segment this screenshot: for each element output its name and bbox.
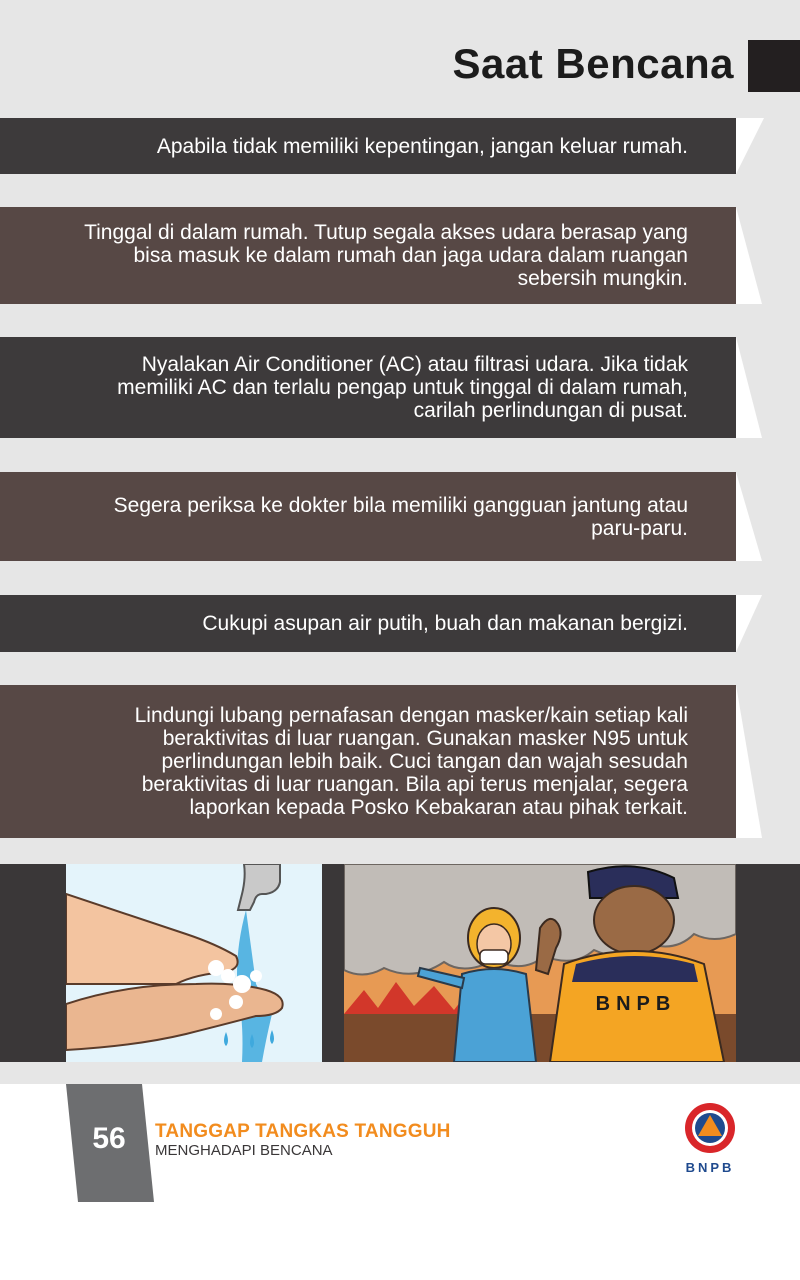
page-number: 56: [92, 1122, 126, 1155]
tip-text-3: Nyalakan Air Conditioner (AC) atau filtrasi udara. Jika tidak memiliki AC dan terlalu pengap untuk tinggal di dalam rumah, carilah perlindungan di pusat.: [117, 353, 688, 422]
tip-bar-3: [0, 337, 736, 438]
tip-text-4: Segera periksa ke dokter bila memiliki gangguan jantung atau paru-paru.: [113, 493, 688, 540]
tip-text-2: Tinggal di dalam rumah. Tutup segala akses udara berasap yang bisa masuk ke dalam rumah dan jaga udara dalam ruangan sebersih mungkin.: [84, 221, 688, 290]
tip-bar-6: [0, 685, 736, 838]
tip-bar-2-tail: [736, 207, 764, 304]
tip-bar-6-tail: [736, 685, 764, 838]
tip-bar-4-tail: [736, 472, 764, 561]
tip-bar-3-tail: [736, 337, 764, 438]
tip-text-6: Lindungi lubang pernafasan dengan masker/kain setiap kali beraktivitas di luar ruangan. Gunakan masker N95 untuk perlindungan lebih baik. Cuci tangan dan wajah sesudah beraktivitas di luar ruangan. Bila api terus menjalar, segera laporkan kepada Posko Kebakaran atau pihak terkait.: [134, 704, 688, 819]
vest-label: BNPB: [595, 993, 677, 1015]
tip-bar-5-tail: [736, 595, 764, 652]
tip-bar-4: [0, 472, 736, 561]
tip-bar-5: [0, 595, 736, 652]
tip-text-5: Cukupi asupan air putih, buah dan makanan bergizi.: [202, 612, 688, 635]
footer-brand-subtitle: MENGHADAPI BENCANA: [155, 1142, 333, 1159]
tip-text-1: Apabila tidak memiliki kepentingan, jangan keluar rumah.: [156, 134, 688, 158]
bnpb-logo-text: BNPB: [685, 1160, 735, 1175]
forest-fire-illustration: [344, 864, 736, 1062]
footer-brand-title: TANGGAP TANGKAS TANGGUH: [155, 1121, 451, 1142]
tip-bar-1: [0, 118, 736, 174]
bnpb-logo-icon: [684, 1102, 736, 1154]
page-title: Saat Bencana: [452, 40, 734, 87]
tip-bar-1-tail: [736, 118, 764, 174]
tip-bar-2: [0, 207, 736, 304]
title-accent-block: [748, 40, 800, 92]
handwashing-illustration: [66, 864, 322, 1062]
